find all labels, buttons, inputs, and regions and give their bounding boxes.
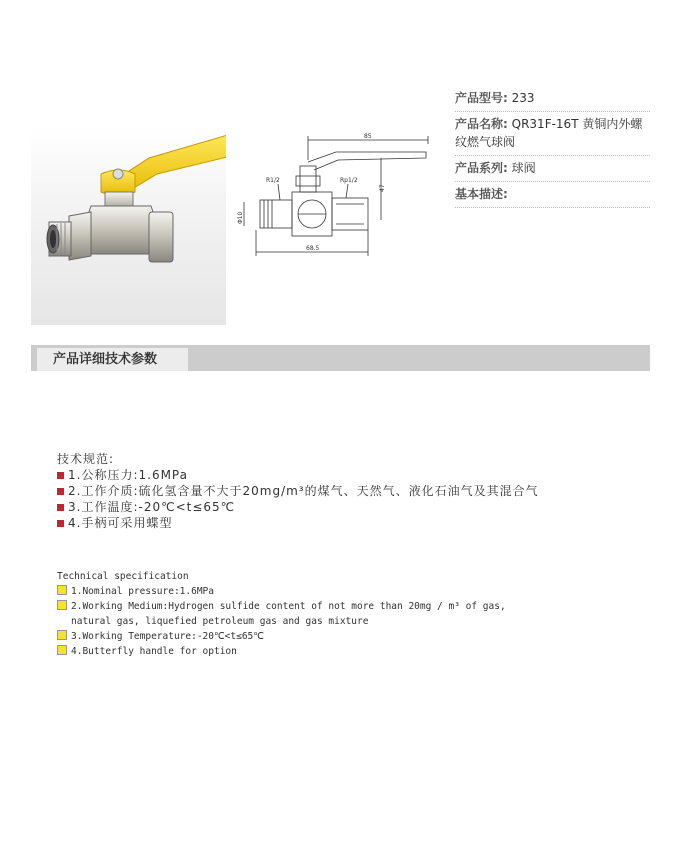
thread-male-label: R1/2 bbox=[266, 177, 280, 184]
list-item: 2.Working Medium:Hydrogen sulfide content of not more than 20mg / m³ of gas, bbox=[57, 599, 506, 614]
list-item: 4.Butterfly handle for option bbox=[57, 644, 506, 659]
technical-drawing bbox=[236, 130, 436, 265]
name-label: 产品名称: bbox=[455, 117, 508, 131]
red-square-bullet-icon bbox=[57, 504, 64, 511]
spec-en-heading: Technical specification bbox=[57, 571, 189, 582]
spec-en bbox=[57, 569, 506, 659]
list-item-continuation: natural gas, liquefied petroleum gas and gas mixture bbox=[71, 616, 369, 627]
description-label: 基本描述: bbox=[455, 187, 508, 201]
list-item: 1.Nominal pressure:1.6MPa bbox=[57, 584, 506, 599]
dim-length-text: 68.5 bbox=[306, 245, 320, 252]
list-item: 1.公称压力:1.6MPa bbox=[57, 467, 539, 483]
ball-valve-image bbox=[31, 126, 226, 325]
dim-width-text: 85 bbox=[364, 133, 372, 140]
list-item: 2.工作介质:硫化氢含量不大于20mg/m³的煤气、天然气、液化石油气及其混合气 bbox=[57, 483, 539, 499]
spec-cn bbox=[57, 451, 539, 531]
model-label: 产品型号: bbox=[455, 91, 508, 105]
yellow-square-bullet-icon bbox=[57, 585, 67, 595]
series-value: 球阀 bbox=[511, 161, 536, 175]
spec-cn-heading: 技术规范: bbox=[57, 452, 115, 466]
product-info bbox=[455, 86, 650, 208]
dim-diameter-text: Φ10 bbox=[237, 211, 244, 224]
product-photo bbox=[31, 126, 226, 325]
red-square-bullet-icon bbox=[57, 472, 64, 479]
dim-height-text: 47 bbox=[379, 184, 386, 192]
list-item: 3.工作温度:-20℃<t≤65℃ bbox=[57, 499, 539, 515]
section-title: 产品详细技术参数 bbox=[37, 348, 188, 371]
red-square-bullet-icon bbox=[57, 488, 64, 495]
yellow-square-bullet-icon bbox=[57, 600, 67, 610]
yellow-square-bullet-icon bbox=[57, 630, 67, 640]
list-item: 4.手柄可采用蝶型 bbox=[57, 515, 539, 531]
name-value: QR31F-16T 黄铜内外螺纹燃气球阀 bbox=[455, 117, 643, 149]
section-header-bar bbox=[31, 345, 650, 371]
model-row bbox=[455, 86, 650, 112]
name-row bbox=[455, 112, 650, 156]
thread-female-label: Rp1/2 bbox=[340, 177, 358, 184]
series-label: 产品系列: bbox=[455, 161, 508, 175]
description-row bbox=[455, 182, 650, 208]
model-value: 233 bbox=[511, 91, 535, 105]
series-row bbox=[455, 156, 650, 182]
red-square-bullet-icon bbox=[57, 520, 64, 527]
yellow-square-bullet-icon bbox=[57, 645, 67, 655]
list-item: 3.Working Temperature:-20℃<t≤65℃ bbox=[57, 629, 506, 644]
